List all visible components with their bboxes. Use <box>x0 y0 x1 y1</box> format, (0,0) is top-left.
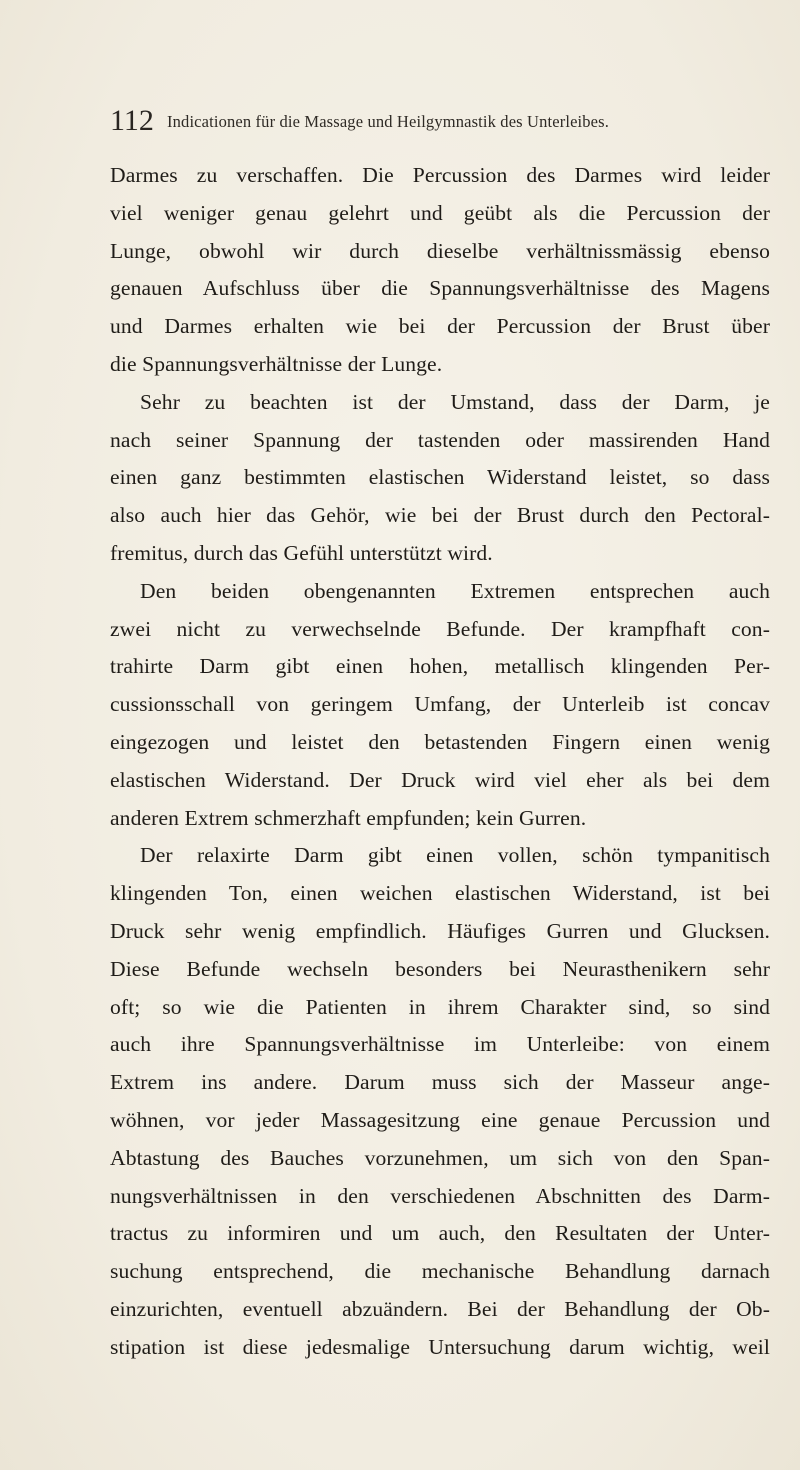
text-line: nungsverhältnissen in den verschiedenen Abschnitten des Darm- <box>110 1183 770 1208</box>
body-text <box>110 157 770 1367</box>
running-title: Indicationen für die Massage und Heilgymnastik des Unterleibes. <box>167 112 610 131</box>
paragraph-start-line: Sehr zu beachten ist der Umstand, dass der Darm, je <box>140 389 770 414</box>
text-line: Extrem ins andere. Darum muss sich der Masseur ange- <box>110 1070 770 1095</box>
text-line: cussionsschall von geringem Umfang, der Unterleib ist concav <box>110 692 770 717</box>
text-line: Darmes zu verschaffen. Die Percussion des Darmes wird leider <box>110 163 770 187</box>
text-line: klingenden Ton, einen weichen elastischen Widerstand, ist bei <box>110 881 770 906</box>
text-line: einzurichten, eventuell abzuändern. Bei der Behandlung der Ob- <box>110 1296 770 1321</box>
text-line: elastischen Widerstand. Der Druck wird viel eher als bei dem <box>110 767 770 792</box>
text-line: nach seiner Spannung der tastenden oder massirenden Hand <box>110 427 770 452</box>
text-line: eingezogen und leistet den betastenden Fingern einen wenig <box>110 729 770 754</box>
text-line: wöhnen, vor jeder Massagesitzung eine genaue Percussion und <box>110 1107 770 1132</box>
text-line: trahirte Darm gibt einen hohen, metallisch klingenden Per- <box>110 654 770 679</box>
text-line: Druck sehr wenig empfindlich. Häufiges Gurren und Glucksen. <box>110 918 770 943</box>
text-line: anderen Extrem schmerzhaft empfunden; kein Gurren. <box>110 805 587 830</box>
text-line: viel weniger genau gelehrt und geübt als die Percussion der <box>110 200 770 225</box>
text-line: stipation ist diese jedesmalige Untersuchung darum wichtig, weil <box>110 1334 770 1359</box>
text-line: Diese Befunde wechseln besonders bei Neurasthenikern sehr <box>110 956 770 981</box>
text-line: suchung entsprechend, die mechanische Behandlung darnach <box>110 1259 770 1284</box>
text-line: auch ihre Spannungsverhältnisse im Unterleibe: von einem <box>110 1032 770 1057</box>
text-line: tractus zu informiren und um auch, den Resultaten der Unter- <box>110 1221 770 1246</box>
text-line: einen ganz bestimmten elastischen Widerstand leistet, so dass <box>110 465 770 490</box>
text-line: die Spannungsverhältnisse der Lunge. <box>110 351 443 376</box>
paragraph-start-line: Der relaxirte Darm gibt einen vollen, schön tympanitisch <box>140 843 770 868</box>
text-line: zwei nicht zu verwechselnde Befunde. Der krampfhaft con- <box>110 616 770 641</box>
text-line: fremitus, durch das Gefühl unterstützt wird. <box>110 540 493 565</box>
text-line: und Darmes erhalten wie bei der Percussion der Brust über <box>110 314 770 339</box>
page-number: 112 <box>110 104 154 137</box>
text-line: Lunge, obwohl wir durch dieselbe verhältnissmässig ebenso <box>110 238 770 263</box>
text-line: oft; so wie die Patienten in ihrem Charakter sind, so sind <box>110 994 770 1019</box>
page-header <box>110 103 750 139</box>
paragraph-start-line: Den beiden obengenannten Extremen entsprechen auch <box>140 578 770 603</box>
text-line: genauen Aufschluss über die Spannungsverhältnisse des Magens <box>110 276 770 301</box>
text-line: also auch hier das Gehör, wie bei der Brust durch den Pectoral- <box>110 503 770 528</box>
text-line: Abtastung des Bauches vorzunehmen, um sich von den Span- <box>110 1145 770 1170</box>
